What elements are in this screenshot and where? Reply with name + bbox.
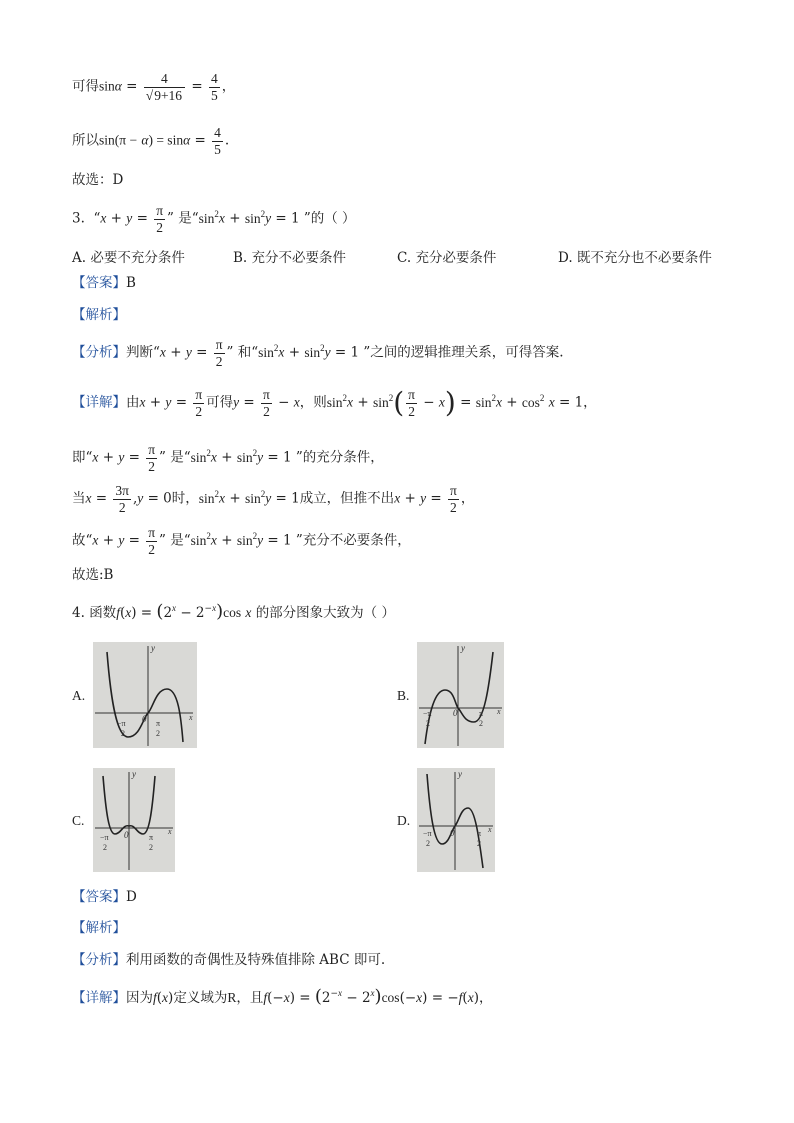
graph-d-svg bbox=[417, 768, 495, 872]
math: x bbox=[92, 449, 99, 465]
math: $\sin^2$ bbox=[236, 447, 258, 465]
text: ”充分不必要条件， bbox=[295, 532, 411, 549]
text: 所以 bbox=[72, 132, 99, 149]
math: x bbox=[219, 490, 226, 506]
fenxi-line-3: 【分析】判断“x + y = $\frac{\pi}{2}$ ” 和“$\sin^2x + \sin^2y = 1$ ”之间的逻辑推理关系，可得答案. bbox=[72, 337, 564, 369]
denominator: 2 bbox=[263, 403, 270, 419]
fraction bbox=[406, 388, 417, 418]
graph-label-d[interactable]: D. bbox=[397, 813, 411, 828]
answer-value: B bbox=[126, 275, 136, 291]
answer-label: 【答案】 bbox=[72, 889, 126, 905]
tick-pi-half: π bbox=[477, 829, 482, 838]
math: α bbox=[141, 132, 149, 148]
fraction bbox=[144, 72, 185, 102]
denominator: 2 bbox=[215, 353, 223, 369]
tick-pi-half: π bbox=[156, 719, 161, 728]
numerator: π bbox=[156, 203, 164, 218]
fenxi-line-4 bbox=[72, 954, 385, 968]
graph-b[interactable] bbox=[417, 642, 504, 748]
graph-label-b[interactable]: B. bbox=[397, 688, 410, 703]
math: sin bbox=[99, 78, 115, 94]
fraction bbox=[261, 388, 272, 418]
option-letter: B. bbox=[233, 250, 248, 266]
fraction bbox=[193, 388, 204, 418]
xiangjie-line-3: 【详解】由x + y = $\frac{\pi}{2}$ 可得y = $\frac{\pi}{2}$ − x，则$\sin^2x + \sin^2$( $\frac{\pi}{2}$ − $x) = \sin^2x + \cos^2 x = 1$， bbox=[72, 386, 597, 419]
math: x bbox=[283, 990, 290, 1005]
math: y bbox=[118, 449, 125, 465]
text: ，则 bbox=[299, 394, 327, 411]
math: y bbox=[118, 532, 125, 548]
denominator: √9+16 bbox=[145, 87, 183, 103]
math: ) bbox=[444, 386, 456, 419]
analysis-heading-4 bbox=[72, 922, 126, 936]
math: $\sin^2$ bbox=[236, 530, 258, 548]
text: 的部分图象大致为（ ） bbox=[255, 605, 395, 621]
option-text: 既不充分也不必要条件 bbox=[576, 250, 712, 266]
tick-pi-half-den: 2 bbox=[156, 729, 160, 738]
math: R bbox=[227, 990, 237, 1005]
answer-label: 【答案】 bbox=[72, 275, 126, 291]
math: y bbox=[265, 490, 272, 506]
denominator: 2 bbox=[450, 499, 457, 515]
text: ”的充分条件， bbox=[295, 449, 384, 466]
math: $\sin^2$ bbox=[198, 488, 220, 506]
math: x bbox=[100, 210, 107, 226]
denominator: 2 bbox=[195, 403, 203, 419]
text: ” 是“ bbox=[167, 210, 199, 227]
text: “ bbox=[93, 210, 101, 227]
numerator: 4 bbox=[144, 72, 185, 88]
math: x bbox=[162, 990, 169, 1005]
fenxi-label: 【分析】 bbox=[72, 344, 126, 361]
question-4: 4. 函数$f(x) = (2^x - 2^{-x})\cos$ x 的部分图象大致为（ ） bbox=[72, 601, 395, 622]
math: ( bbox=[393, 386, 405, 419]
math: f bbox=[153, 990, 157, 1005]
option-text: 充分不必要条件 bbox=[251, 250, 347, 266]
math: x bbox=[416, 990, 423, 1005]
fenxi-label: 【分析】 bbox=[72, 952, 126, 968]
math: cos bbox=[381, 990, 400, 1005]
denominator: 2 bbox=[156, 219, 163, 235]
text: ”的（ ） bbox=[303, 210, 356, 227]
math: α bbox=[114, 78, 122, 94]
denominator: 2 bbox=[148, 458, 155, 474]
option-text: 必要不充分条件 bbox=[90, 250, 185, 266]
answer-line-4 bbox=[72, 891, 137, 905]
tick-neg-pi-half: −π bbox=[423, 709, 432, 718]
math: x bbox=[210, 532, 217, 548]
numerator: 4 bbox=[210, 71, 218, 86]
math: x bbox=[467, 990, 474, 1005]
origin-label: 0 bbox=[124, 830, 129, 840]
math: y bbox=[257, 532, 264, 548]
option-letter: D. bbox=[558, 250, 573, 266]
graph-label-a[interactable]: A. bbox=[72, 688, 86, 703]
ji-line: 即“x + y = $\frac{\pi}{2}$ ” 是“$\sin^2x + \sin^2y = 1$ ”的充分条件， bbox=[72, 442, 384, 474]
math: ) = sin bbox=[148, 132, 184, 148]
tick-neg-pi-half-den: 2 bbox=[426, 719, 430, 728]
graph-b-svg bbox=[417, 642, 504, 748]
option-letter: A. bbox=[72, 250, 87, 266]
math: $\sin^2$ bbox=[475, 392, 496, 410]
x-label: x bbox=[497, 707, 501, 716]
option-text: 充分必要条件 bbox=[415, 250, 497, 266]
x-label: x bbox=[189, 713, 193, 722]
denominator: 5 bbox=[210, 87, 218, 103]
tick-neg-pi-half-den: 2 bbox=[103, 843, 107, 852]
math: x bbox=[159, 344, 166, 360]
math: $\sin^2$ bbox=[244, 488, 266, 506]
math: $\sin^2$ bbox=[190, 447, 211, 465]
text: 由 bbox=[126, 394, 140, 411]
text: ”之间的逻辑推理关系，可得答案. bbox=[363, 344, 564, 361]
line-sin-alpha: 可得sinα = $\frac{4}{√9+16}$ = $\frac{4}{5}$ ， bbox=[72, 71, 236, 103]
y-label: y bbox=[461, 643, 465, 653]
math: f bbox=[116, 605, 120, 620]
math: y bbox=[185, 344, 192, 360]
text: ” 是“ bbox=[159, 449, 191, 466]
y-label: y bbox=[151, 643, 155, 653]
tick-neg-pi-half-den: 2 bbox=[426, 839, 430, 848]
text: 因为 bbox=[126, 990, 153, 1006]
origin-label: 0 bbox=[142, 714, 147, 724]
fraction bbox=[146, 526, 157, 556]
math: $\sin^2$ bbox=[198, 208, 219, 226]
math: $\cos^2$ bbox=[521, 392, 545, 410]
analysis-label: 【解析】 bbox=[72, 920, 126, 936]
math: $\sin^2$ bbox=[258, 342, 279, 360]
math: cos bbox=[223, 605, 242, 620]
math: x bbox=[139, 394, 146, 410]
math: x bbox=[92, 532, 99, 548]
math: f bbox=[263, 990, 268, 1005]
numerator: π bbox=[408, 387, 415, 402]
numerator: π bbox=[215, 337, 223, 352]
graph-a[interactable] bbox=[93, 642, 197, 748]
math: $\sin^2$ bbox=[190, 530, 211, 548]
tick-neg-pi-half: −π bbox=[423, 829, 432, 838]
tick-neg-pi-half-den: 2 bbox=[121, 729, 125, 738]
math: x bbox=[548, 394, 555, 410]
math: x bbox=[394, 490, 401, 506]
text: 可得 bbox=[206, 394, 234, 411]
analysis-heading-3 bbox=[72, 309, 126, 323]
text: 函数 bbox=[89, 605, 117, 621]
fraction bbox=[212, 126, 223, 156]
text: 利用函数的奇偶性及特殊值排除 ABC 即可. bbox=[126, 952, 386, 968]
gu-line: 故“x + y = $\frac{\pi}{2}$ ” 是“$\sin^2x + \sin^2y = 1$ ”充分不必要条件， bbox=[72, 525, 411, 557]
text: 定义域为 bbox=[173, 990, 228, 1006]
math: x bbox=[347, 394, 354, 410]
fraction bbox=[113, 484, 131, 514]
xiangjie-line-4: 【详解】因为f(x)定义域为R，且$f(-x) = (2^{-x} - 2^x)\cos(-x) = -f(x)$， bbox=[72, 986, 493, 1007]
math: $\sin^2$ bbox=[244, 208, 266, 226]
numerator: π bbox=[195, 387, 203, 402]
math: y bbox=[257, 449, 264, 465]
numerator: π bbox=[148, 525, 156, 540]
math: y bbox=[420, 490, 427, 506]
math: x bbox=[245, 605, 252, 620]
numerator: π bbox=[450, 483, 457, 498]
math: y bbox=[324, 344, 331, 360]
graph-a-svg bbox=[93, 642, 197, 748]
xiangjie-label: 【详解】 bbox=[72, 990, 126, 1006]
text: ，且 bbox=[236, 990, 264, 1006]
curve bbox=[425, 652, 493, 744]
text: 判断“ bbox=[126, 344, 160, 361]
y-label: y bbox=[458, 769, 462, 779]
denominator: 5 bbox=[214, 141, 221, 157]
math: x bbox=[125, 605, 132, 620]
math: y bbox=[137, 490, 144, 506]
math: f bbox=[458, 990, 463, 1005]
dang-line: 当x = $\frac{3\pi}{2}$ ,y = 0时，$\sin^2x + \sin^2y = 1$成立，但推不出x + y = $\frac{\pi}{2}$ ， bbox=[72, 483, 475, 515]
text: ” 和“ bbox=[226, 344, 259, 361]
option-c[interactable] bbox=[397, 246, 496, 266]
xiangjie-label: 【详解】 bbox=[72, 394, 126, 411]
answer-choice-d: 故选：D bbox=[72, 172, 124, 188]
math: x bbox=[496, 394, 502, 410]
math: $\sin^2$ bbox=[372, 392, 394, 410]
graph-label-c[interactable]: C. bbox=[72, 813, 85, 828]
line-sin-pi-minus-alpha: 所以sin(π − α) = sinα = $\frac{4}{5}$ . bbox=[72, 125, 230, 157]
text: 时， bbox=[171, 490, 199, 507]
text: 故“ bbox=[72, 532, 93, 549]
numerator: π bbox=[263, 387, 270, 402]
math: y bbox=[265, 210, 272, 226]
curve bbox=[107, 652, 183, 742]
graph-c-svg bbox=[93, 768, 175, 872]
question-number: 3. bbox=[72, 210, 85, 227]
math: x bbox=[218, 210, 225, 226]
y-label: y bbox=[132, 769, 136, 779]
math: x bbox=[293, 394, 300, 410]
tick-pi-half-den: 2 bbox=[479, 719, 483, 728]
x-label: x bbox=[168, 827, 172, 836]
fraction bbox=[448, 484, 459, 514]
numerator: 3π bbox=[115, 483, 129, 498]
fraction bbox=[154, 204, 165, 234]
analysis-label: 【解析】 bbox=[72, 307, 126, 323]
math: x bbox=[278, 344, 285, 360]
denominator: 2 bbox=[148, 541, 155, 557]
graph-d[interactable] bbox=[417, 768, 495, 872]
question-number: 4. bbox=[72, 605, 85, 621]
math: y bbox=[126, 210, 133, 226]
tick-pi-half-den: 2 bbox=[477, 839, 481, 848]
x-label: x bbox=[488, 825, 492, 834]
option-a[interactable] bbox=[72, 246, 185, 266]
question-3: 3. “x + y = $\frac{\pi}{2}$ ” 是“$\sin^2x + \sin^2y = 1$ ”的（ ） bbox=[72, 203, 356, 235]
tick-pi-half-den: 2 bbox=[149, 843, 153, 852]
tick-neg-pi-half: −π bbox=[100, 833, 109, 842]
text: 可得 bbox=[72, 78, 99, 95]
math: x bbox=[438, 394, 445, 410]
origin-label: 0 bbox=[450, 828, 455, 838]
denominator: 2 bbox=[118, 499, 126, 515]
numerator: 4 bbox=[214, 125, 221, 140]
tick-pi-half: π bbox=[149, 833, 154, 842]
tick-pi-half: π bbox=[479, 709, 484, 718]
math: y bbox=[165, 394, 172, 410]
fraction bbox=[146, 443, 157, 473]
graph-c[interactable] bbox=[93, 768, 175, 872]
text: 当 bbox=[72, 490, 86, 507]
math: $\sin^2$ bbox=[326, 392, 348, 410]
answer-value: D bbox=[126, 889, 137, 905]
text: 即“ bbox=[72, 449, 93, 466]
math: y bbox=[233, 394, 240, 410]
math: $\sin^2$ bbox=[304, 342, 325, 360]
answer-line-3 bbox=[72, 277, 136, 291]
guxuan-b: 故选:B bbox=[72, 567, 114, 583]
option-letter: C. bbox=[397, 250, 412, 266]
text: 成立，但推不出 bbox=[299, 490, 395, 507]
math: α bbox=[183, 132, 191, 148]
origin-label: 0 bbox=[453, 708, 458, 718]
option-d[interactable] bbox=[558, 246, 712, 266]
text: ” 是“ bbox=[159, 532, 191, 549]
math: sin(π − bbox=[99, 132, 138, 148]
denominator: 2 bbox=[408, 403, 415, 419]
radicand: 9+16 bbox=[154, 87, 183, 103]
option-b[interactable] bbox=[233, 246, 346, 266]
math: x bbox=[210, 449, 217, 465]
fraction bbox=[214, 338, 225, 368]
numerator: π bbox=[148, 442, 156, 457]
tick-neg-pi-half: −π bbox=[117, 719, 126, 728]
fraction bbox=[209, 72, 220, 102]
math: x bbox=[85, 490, 92, 506]
